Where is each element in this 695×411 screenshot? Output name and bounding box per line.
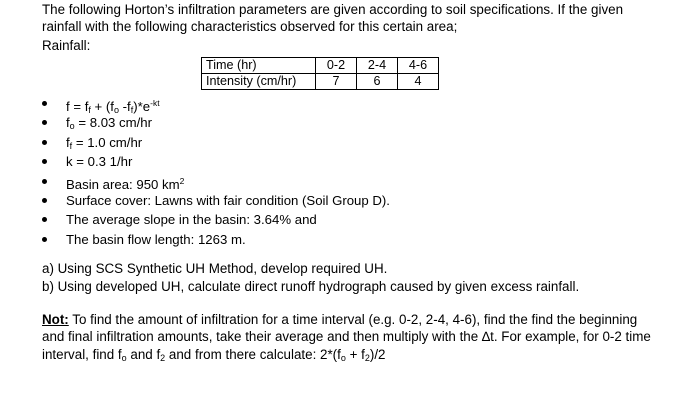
intro-paragraph: The following Horton’s infiltration parameters are given according to soil specifications. If the given rainfall with the following characteristics observed for this certain area; (42, 2, 624, 34)
bullet-icon (42, 237, 47, 242)
bullet-icon (42, 198, 47, 203)
table-row-time (202, 58, 439, 74)
bullet-icon (42, 159, 47, 164)
list-item-basin-area: Basin area: 950 $km^2$ (42, 172, 390, 191)
question-b: b) Using developed UH, calculate direct runoff hydrograph caused by given excess rainfall. (42, 279, 580, 294)
question-a: a) Using SCS Synthetic UH Method, develop required UH. (42, 261, 388, 276)
list-item-fo: $f_o = 8.03$ cm/hr (42, 113, 390, 132)
bullet-icon (42, 101, 47, 106)
bullet-icon (42, 140, 47, 145)
rainfall-label: Rainfall: (42, 38, 91, 53)
bullet-icon (42, 217, 47, 222)
time-header: Time (hr) (202, 58, 316, 74)
note-label: Not: (42, 312, 69, 327)
bullet-icon (42, 120, 47, 125)
list-item-k: k = 0.3 1/hr (42, 152, 390, 171)
rainfall-table (201, 57, 439, 90)
intensity-cell: 7 (316, 74, 357, 90)
list-item-ff: $f_f = 1.0$ cm/hr (42, 133, 390, 152)
time-cell: 4-6 (398, 58, 439, 74)
intensity-cell: 4 (398, 74, 439, 90)
bullet-icon (42, 179, 47, 184)
table-row-intensity (202, 74, 439, 90)
list-item-slope: The average slope in the basin: 3.64% and (42, 210, 390, 229)
list-item-horton-equation: $f = f_f + (f_o$ $-f_f)*e^{-kt}$ (42, 94, 390, 113)
list-item-surface-cover: Surface cover: Lawns with fair condition (Soil Group D). (42, 191, 390, 210)
time-cell: 2-4 (357, 58, 398, 74)
list-item-flow-length: The basin flow length: 1263 m. (42, 230, 390, 249)
parameter-list (42, 94, 390, 249)
time-cell: 0-2 (316, 58, 357, 74)
intensity-cell: 6 (357, 74, 398, 90)
note-paragraph: Not: To find the amount of infiltration for a time interval (e.g. 0-2, 2-4, 4-6), find the find the beginning and final infiltration amounts, take their average and then multiply with the ∆t. For example, for 0-2 time interval, find $f_o$ and $f_2$ and from there calculate: $2*(f_o + f_2)/2$ (42, 312, 651, 363)
intensity-header: Intensity (cm/hr) (202, 74, 316, 90)
